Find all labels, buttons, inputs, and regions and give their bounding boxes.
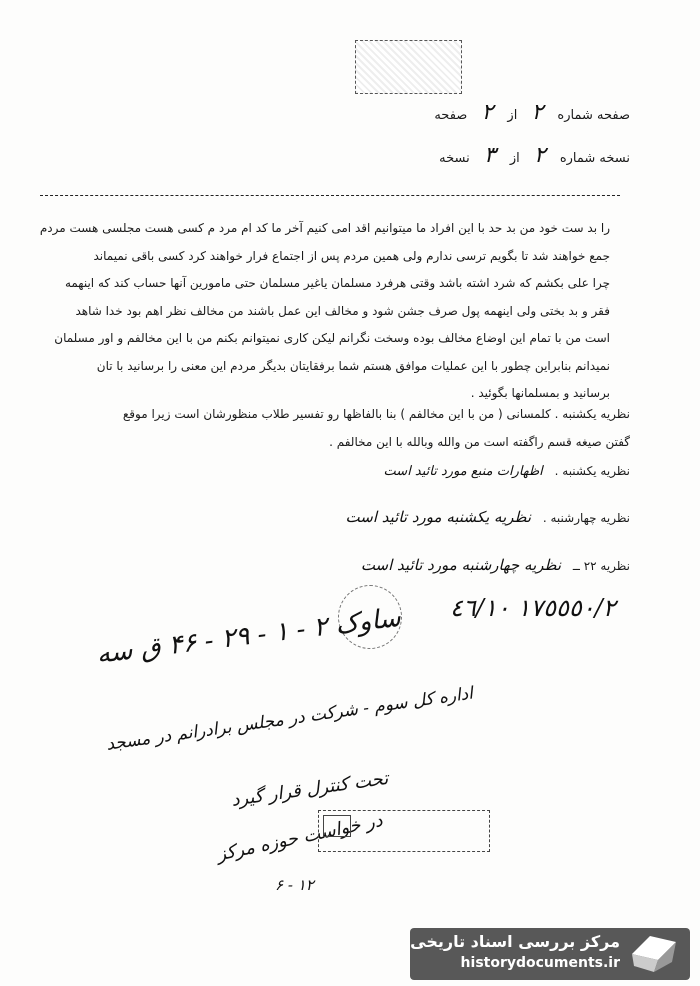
dashed-rule [40, 195, 620, 196]
page-number-line [434, 100, 630, 125]
nazariye-2-label: نظریه یکشنبه . [554, 464, 630, 478]
copy-total: ۳ [483, 143, 496, 168]
nazariye-1-cont: گفتن صیغه قسم راگفته است من والله وبالله با این مخالفم . [329, 435, 630, 449]
archive-watermark [410, 928, 690, 980]
body-line: برسانید و بمسلمانها بگوئید . [470, 386, 610, 400]
page-total: ۲ [481, 100, 494, 125]
body-line: را بد ست خود من بد حد با این افراد ما میتوانیم اقد امی کنیم آخر ما کد ام مرد م کسی هست مجلسی هست مردم [39, 221, 610, 235]
of-label-2: از [509, 151, 520, 166]
nazariye-3-label: نظریه چهارشنبه . [542, 511, 630, 525]
nazariye-4 [361, 556, 630, 574]
pages-word: صفحه [434, 108, 468, 123]
copies-word: نسخه [439, 151, 470, 166]
archive-logo-icon [628, 932, 680, 976]
page-number: ۲ [531, 100, 544, 125]
watermark-title: مرکز بررسی اسناد تاریخی [410, 932, 620, 951]
body-line: فقر و بد بختی ولی اینهمه پول صرف جشن شود و مخالف این عمل باشند من مخالف نظر اهم بود خدا شاهد [75, 303, 610, 318]
copy-number-line [439, 143, 630, 168]
handwritten-file-number: ١٧٥٥٥٠/٢ ٤٦/١٠ [450, 594, 616, 622]
body-line: است من با تمام این اوضاع مخالف بوده وسخت نگرانم لیکن کاری نمیتوانم بکنم من با این مخالفم و اور مسلمان [54, 331, 610, 345]
nazariye-2 [384, 464, 630, 479]
classification-stamp [355, 40, 462, 94]
handwritten-note-date: ۱۲ - ۶ [275, 876, 314, 894]
nazariye-4-label: نظریه ۲۲ ــ [572, 559, 630, 573]
nazariye-3-hand: نظریه یکشنبه مورد تائید است [345, 508, 532, 526]
handwritten-note-request: در خواست حوزه مرکز [215, 809, 385, 866]
handwritten-note-office: اداره کل سوم - شرکت در مجلس برادرانم در مسجد [105, 683, 475, 755]
nazariye-1: نظریه یکشنبه . کلمسانی ( من با این مخالفم ) بنا بالفاظها رو تفسیر طلاب منظورشان است زیرا موقع [122, 407, 630, 421]
nazariye-3 [346, 508, 630, 526]
copy-label: نسخه شماره [559, 151, 630, 166]
page-label: صفحه شماره [557, 108, 630, 123]
of-label: از [507, 108, 518, 123]
registration-stamp-box [323, 815, 351, 837]
body-line: جمع خواهند شد تا بگویم ترسی ندارم ولی همین مردم پس از اجتماع فرار خواهند کرد کسی باقی نمیماند [93, 248, 610, 263]
watermark-url: historydocuments.ir [460, 955, 620, 971]
body-line: نمیدانم بنابراین چطور با این عملیات موافق هستم شما برفقایتان بدیگر مردم این معنی را برسانید با تان [96, 358, 610, 373]
report-body [28, 215, 610, 408]
nazariye-4-hand: نظریه چهارشنبه مورد تائید است [360, 556, 562, 574]
registration-stamp [318, 810, 490, 852]
body-line: چرا علی بکشم که شرد اشته باشد وقتی هرفرد مسلمان یاغیر مسلمان حتی مامورین آنها حساب کند که اینهمه [64, 276, 610, 290]
handwritten-note-control: تحت کنترل قرار گیرد [230, 767, 390, 811]
nazariye-2-hand: اظهارات منبع مورد تائید است [383, 464, 543, 479]
copy-number: ۲ [533, 143, 546, 168]
handwritten-note-savak: ساوک ۲ - ۱ - ۲۹ - ۴۶ ق سه [95, 602, 403, 670]
